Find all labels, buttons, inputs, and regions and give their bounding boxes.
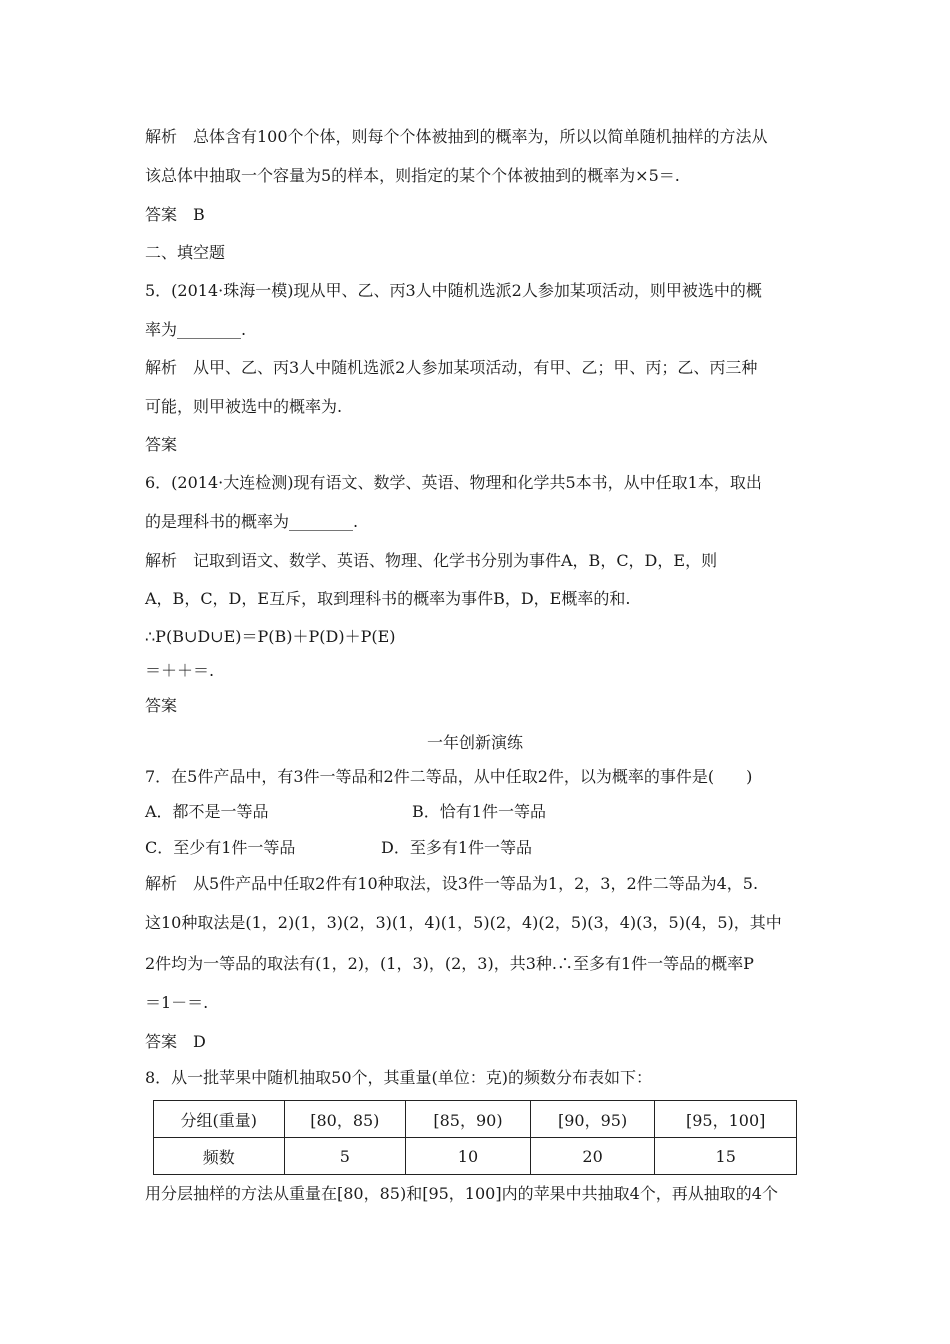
solution-6-line-3: ∴P(B∪D∪E)＝P(B)＋P(D)＋P(E) bbox=[145, 627, 396, 646]
question-6-line-2: 的是理科书的概率为________. bbox=[145, 512, 359, 531]
solution-7-line-4: ＝1－＝. bbox=[145, 993, 209, 1012]
answer-5: 答案 bbox=[145, 435, 178, 454]
table-cell: 20 bbox=[530, 1138, 655, 1175]
solution-6-line-2: A，B，C，D，E互斥，取到理科书的概率为事件B，D，E概率的和. bbox=[145, 589, 631, 608]
table-header-cell: 分组(重量) bbox=[154, 1101, 285, 1138]
solution-4-line-1: 解析 总体含有100个个体，则每个个体被抽到的概率为，所以以简单随机抽样的方法从 bbox=[145, 127, 768, 146]
question-5-line-1: 5．(2014·珠海一模)现从甲、乙、丙3人中随机选派2人参加某项活动，则甲被选中的概 bbox=[145, 281, 762, 300]
solution-4-line-2: 该总体中抽取一个容量为5的样本，则指定的某个个体被抽到的概率为×5＝. bbox=[145, 166, 680, 185]
table-cell: 5 bbox=[284, 1138, 406, 1175]
table-row bbox=[154, 1138, 797, 1175]
section-heading-innovation: 一年创新演练 bbox=[426, 733, 523, 752]
section-heading-fill-in: 二、填空题 bbox=[145, 243, 226, 262]
solution-7-line-2: 这10种取法是(1，2)(1，3)(2，3)(1，4)(1，5)(2，4)(2，5)(3，4)(3，5)(4，5)，其中 bbox=[145, 913, 782, 932]
table-header-cell: [80，85) bbox=[284, 1101, 406, 1138]
answer-4: 答案 B bbox=[145, 205, 205, 224]
table-cell: 10 bbox=[406, 1138, 531, 1175]
answer-6: 答案 bbox=[145, 696, 178, 715]
question-7-option-d: D．至多有1件一等品 bbox=[381, 838, 533, 857]
table-cell: 频数 bbox=[154, 1138, 285, 1175]
question-6-line-1: 6．(2014·大连检测)现有语文、数学、英语、物理和化学共5本书，从中任取1本，取出 bbox=[145, 473, 762, 492]
answer-7: 答案 D bbox=[145, 1032, 206, 1051]
question-8-stem: 8．从一批苹果中随机抽取50个，其重量(单位：克)的频数分布表如下： bbox=[145, 1068, 653, 1087]
solution-6-line-1: 解析 记取到语文、数学、英语、物理、化学书分别为事件A，B，C，D，E，则 bbox=[145, 551, 718, 570]
solution-7-line-1: 解析 从5件产品中任取2件有10种取法，设3件一等品为1，2，3，2件二等品为4，5. bbox=[145, 874, 759, 893]
table-header-cell: [95，100] bbox=[655, 1101, 797, 1138]
question-5-line-2: 率为________. bbox=[145, 320, 247, 339]
table-cell: 15 bbox=[655, 1138, 797, 1175]
solution-6-line-4: ＝＋＋＝. bbox=[145, 661, 215, 680]
question-7-option-b: B．恰有1件一等品 bbox=[412, 802, 546, 821]
solution-5-line-2: 可能，则甲被选中的概率为. bbox=[145, 397, 343, 416]
frequency-table bbox=[153, 1100, 797, 1175]
table-header-cell: [90，95) bbox=[530, 1101, 655, 1138]
table-header-row bbox=[154, 1101, 797, 1138]
solution-5-line-1: 解析 从甲、乙、丙3人中随机选派2人参加某项活动，有甲、乙；甲、丙；乙、丙三种 bbox=[145, 358, 758, 377]
question-7-option-c: C．至少有1件一等品 bbox=[145, 838, 296, 857]
solution-7-line-3: 2件均为一等品的取法有(1，2)，(1，3)，(2，3)，共3种.∴至多有1件一等品的概率P bbox=[145, 954, 754, 973]
question-8-continuation: 用分层抽样的方法从重量在[80，85)和[95，100]内的苹果中共抽取4个，再从抽取的4个 bbox=[145, 1184, 778, 1203]
question-7-stem: 7．在5件产品中，有3件一等品和2件二等品，从中任取2件，以为概率的事件是( ) bbox=[145, 767, 753, 786]
question-7-option-a: A．都不是一等品 bbox=[145, 802, 269, 821]
table-header-cell: [85，90) bbox=[406, 1101, 531, 1138]
